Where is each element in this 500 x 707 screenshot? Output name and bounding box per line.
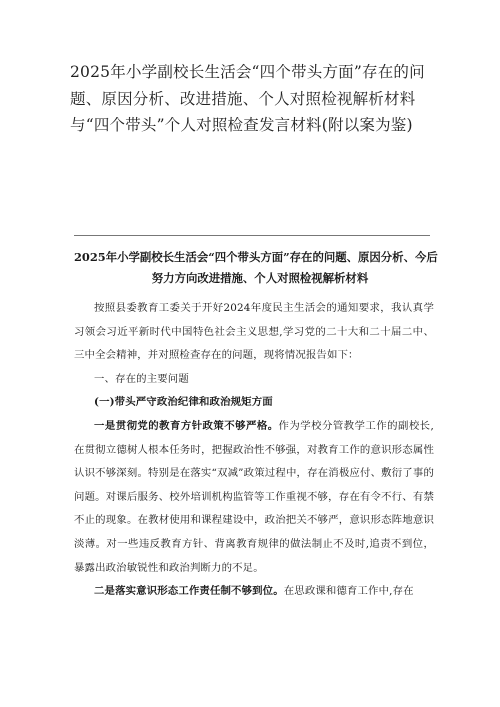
document-body [74,297,434,604]
document-heading-line2: 努力方向改进措施、个人对照检视解析材料 [151,271,369,285]
cover-title: 2025年小学副校长生活会“四个带头方面”存在的问题、原因分析、改进措施、个人对照检视解析材料与“四个带头”个人对照检查发言材料(附以案为鉴) [70,63,425,134]
document-heading-line1: 2025年小学副校长生活会“四个带头方面”存在的问题、原因分析、今后 [74,250,438,264]
divider [74,235,430,236]
point-paragraph-2 [74,580,434,604]
point-2-body: 在思政课和德育工作中,存在 [283,585,414,598]
point-1-lead: 一是贯彻党的教育方针政策不够严格。 [94,419,279,432]
intro-paragraph: 按照县委教育工委关于开好2024年度民主生活会的通知要求，我认真学习领会习近平新时代中国特色社会主义思想,学习党的二十大和二十届二中、三中全会精神，并对照检查存在的问题，现将情况报告如下： [74,302,434,362]
point-2-lead: 二是落实意识形态工作责任制不够到位。 [94,585,284,598]
document-heading [74,247,438,289]
point-paragraph-1 [74,415,434,580]
section-heading: 一、存在的主要问题 [94,372,189,385]
point-1-body: 作为学校分管教学工作的副校长,在贯彻立德树人根本任务时，把握政治性不够强，对教育工作的意识形态属性认识不够深刻。特别是在落实“双减”政策过程中，存在消极应付、敷衍了事的问题。对课后服务、校外培训机构监管等工作重视不够，存在有令不行、有禁不止的现象。在教材使用和课程建设中，政治把关不够严，意识形态阵地意识淡薄。对一些违反教育方针、背离教育规律的做法制止不及时,追责不到位，暴露出政治敏锐性和政治判断力的不足。 [74,419,434,574]
subsection-heading: (一)带头严守政治纪律和政治规矩方面 [94,396,273,409]
